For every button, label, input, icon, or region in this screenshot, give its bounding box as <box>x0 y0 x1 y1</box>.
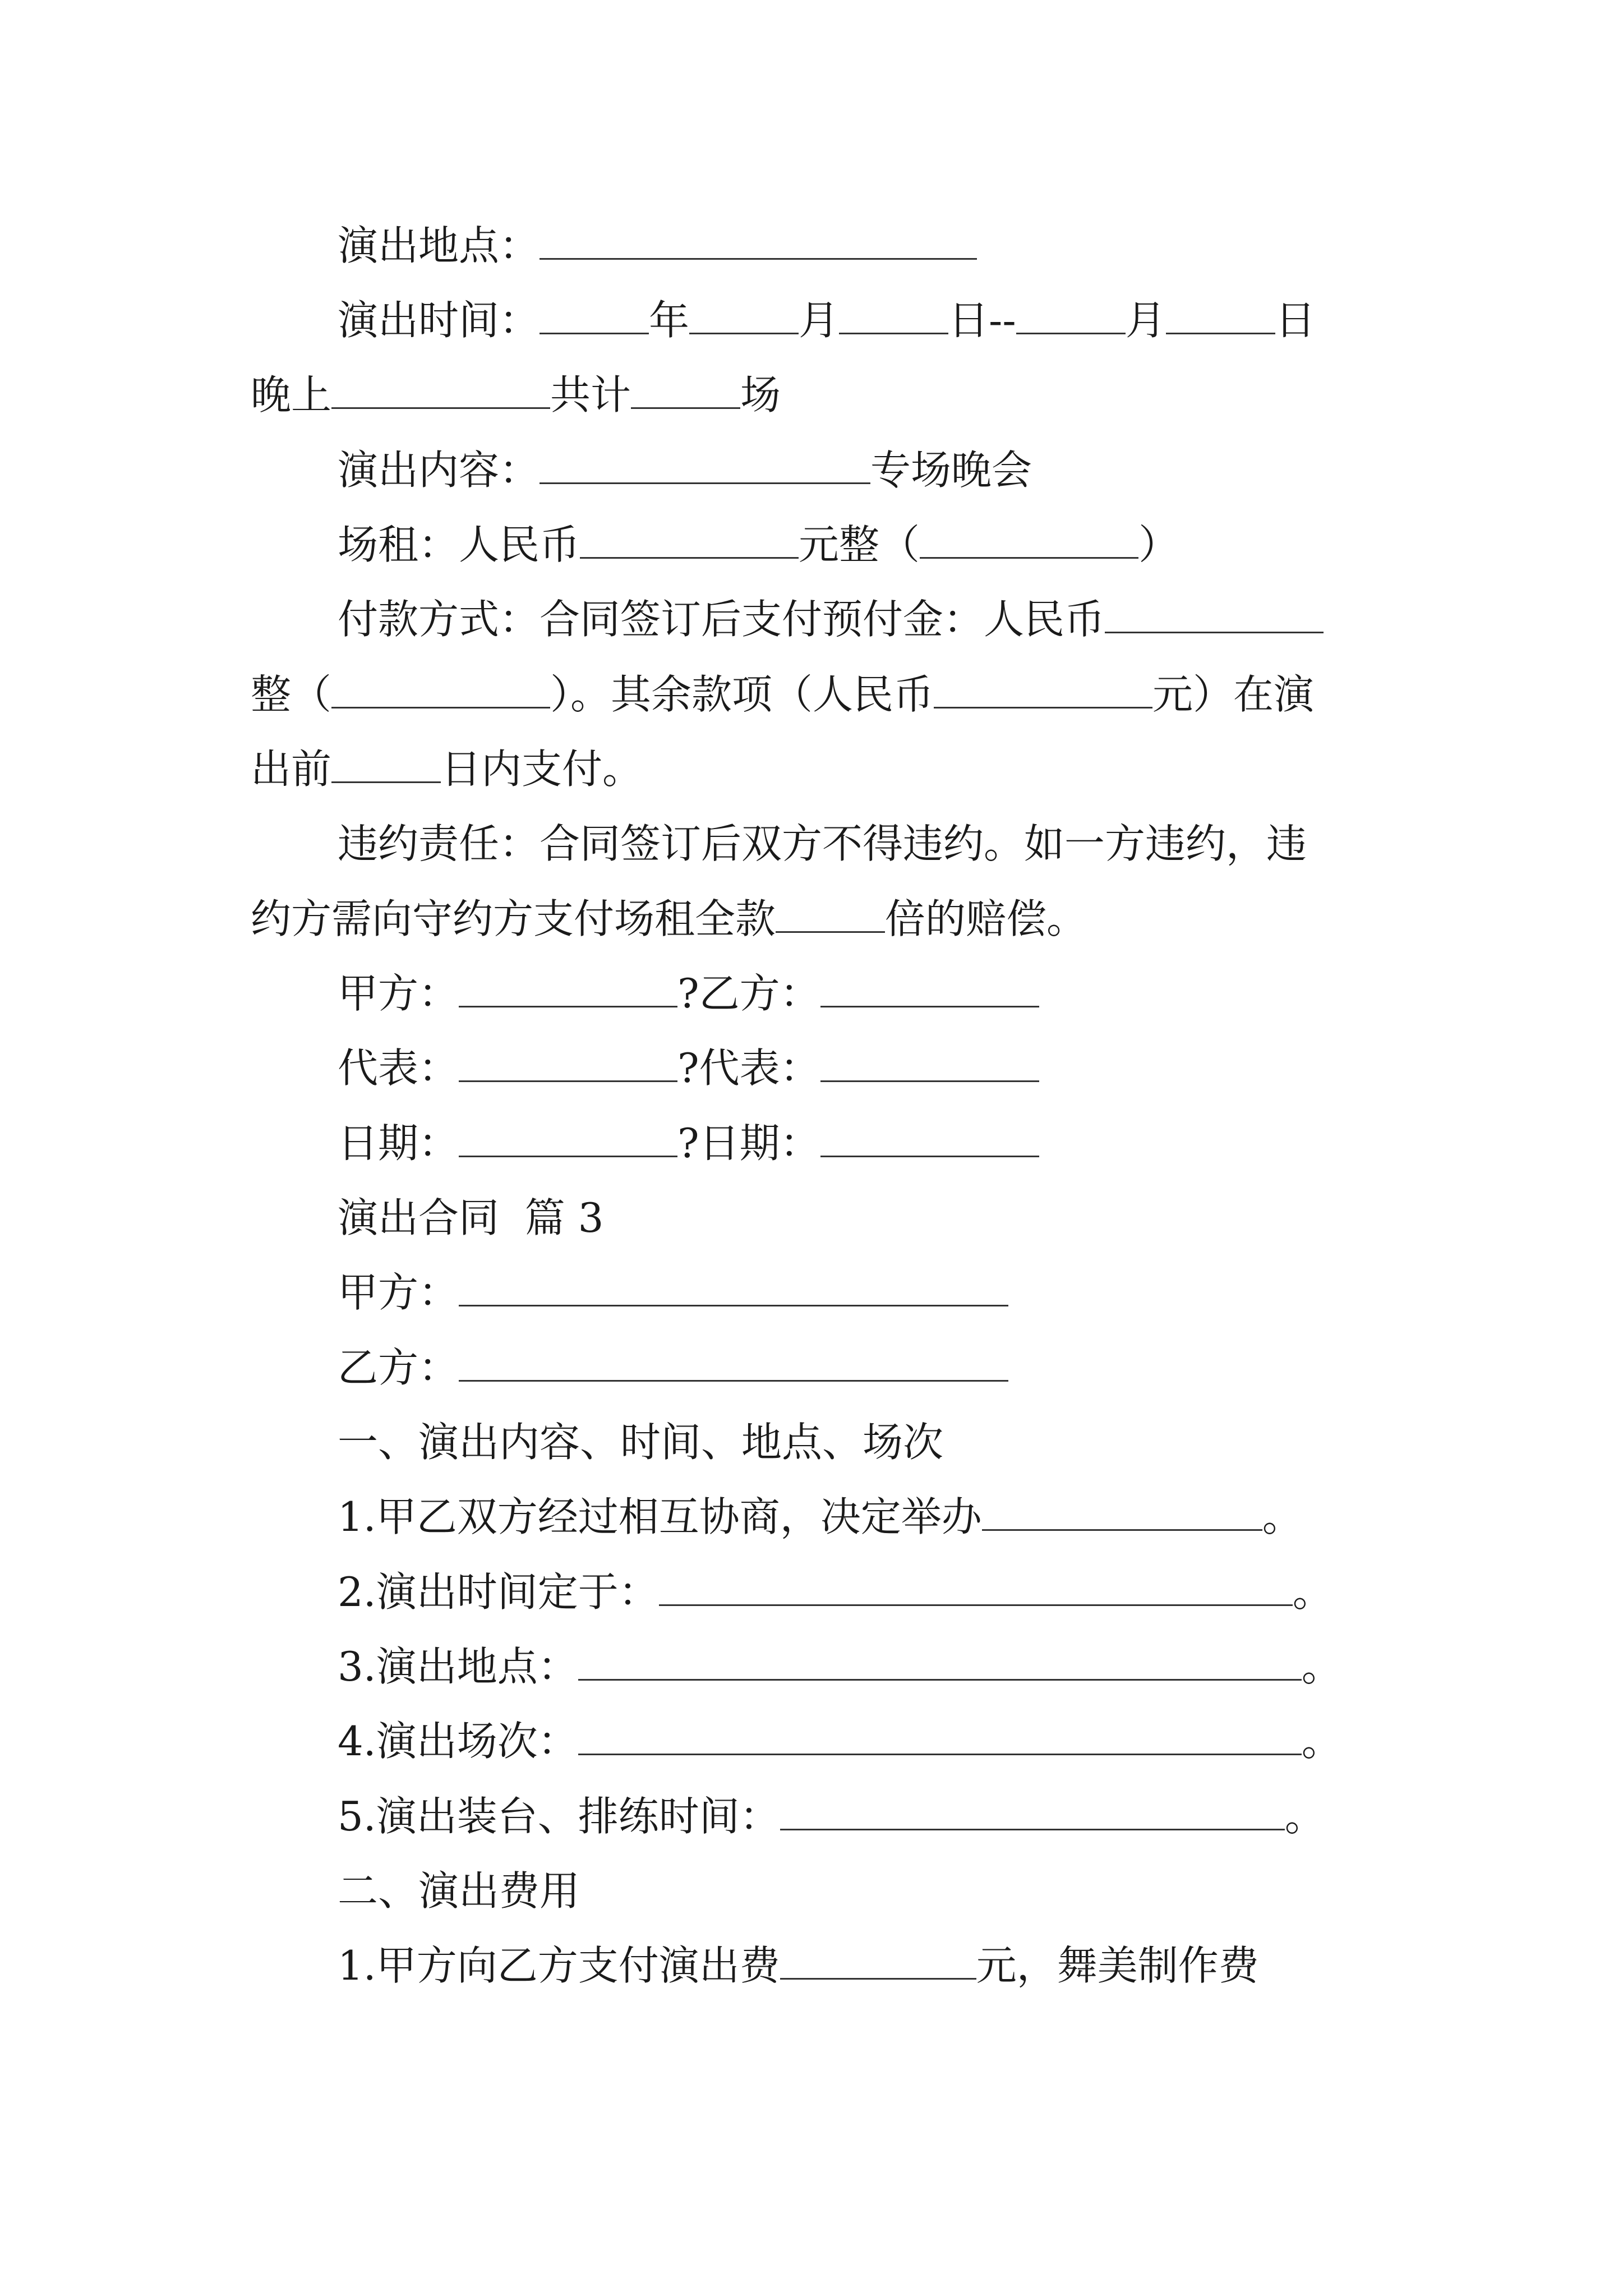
party-b-blank-2 <box>459 1345 1008 1382</box>
rep-b-blank <box>820 1046 1039 1082</box>
item-3-line <box>251 1640 1378 1694</box>
sessions-label: 场 <box>740 371 781 418</box>
balance-tail-label: 元）在演 <box>1152 671 1315 718</box>
liability-line <box>251 817 1378 871</box>
pay-within-label: 日内支付。 <box>441 746 643 793</box>
item-1-line <box>251 1490 1378 1544</box>
compensation-line <box>251 892 1378 946</box>
end-day-blank <box>1166 298 1275 334</box>
item-3-label: 3.演出地点： <box>338 1643 578 1690</box>
balance-blank <box>934 672 1152 708</box>
section-one-heading <box>251 1415 1378 1469</box>
before-label: 出前 <box>251 746 332 793</box>
zheng-label: 整（ <box>251 671 332 718</box>
content-line <box>251 443 1378 497</box>
rent-amount-blank <box>580 522 799 559</box>
fee-blank <box>780 1943 976 1980</box>
rent-words-blank <box>920 522 1138 559</box>
liability-label: 违约责任：合同签订后双方不得违约。如一方违约，违 <box>338 820 1307 867</box>
rent-label: 场租：人民币 <box>338 521 580 568</box>
parties-line <box>251 967 1378 1020</box>
party-b-line <box>251 1341 1378 1395</box>
party-a-blank-2 <box>459 1270 1008 1306</box>
venue-line <box>251 219 1378 273</box>
end-month-blank <box>1016 298 1126 334</box>
item-1-blank <box>982 1494 1262 1531</box>
item-5-period: 。 <box>1284 1793 1325 1840</box>
rent-line <box>251 518 1378 572</box>
balance-label: ）。其余款项（人民币 <box>550 671 934 718</box>
content-blank <box>540 448 870 484</box>
total-label: 共计 <box>550 371 631 418</box>
item-4-blank <box>578 1719 1302 1755</box>
due-days-blank <box>331 747 441 783</box>
gala-label: 专场晚会 <box>870 447 1032 494</box>
evening-line <box>251 368 1378 422</box>
evening-label: 晚上 <box>251 371 332 418</box>
content-label: 演出内容： <box>338 447 540 494</box>
evening-blank <box>331 372 550 409</box>
item-5-label: 5.演出装台、排练时间： <box>338 1793 780 1840</box>
party-b-blank <box>820 971 1039 1007</box>
item-5-blank <box>780 1794 1285 1830</box>
compensation-tail: 倍的赔偿。 <box>885 895 1087 942</box>
contract-title: 演出合同 篇 3 <box>338 1194 604 1241</box>
item-4-line <box>251 1714 1378 1768</box>
balance-line <box>251 668 1378 721</box>
section-one-label: 一、演出内容、时间、地点、场次 <box>338 1419 944 1466</box>
date-a-blank <box>459 1121 677 1157</box>
payment-label: 付款方式：合同签订后支付预付金：人民币 <box>338 596 1105 643</box>
party-a-label: 甲方： <box>338 970 459 1017</box>
dates-line <box>251 1116 1378 1170</box>
item-4-label: 4.演出场次： <box>338 1718 578 1765</box>
payment-line <box>251 592 1378 646</box>
fee-tail: 元，舞美制作费 <box>976 1942 1259 1989</box>
item-4-period: 。 <box>1301 1718 1342 1765</box>
prepay-words-blank <box>331 672 550 708</box>
item-3-blank <box>578 1644 1302 1681</box>
day-dash-label: 日-- <box>948 297 1016 344</box>
fee-label: 1.甲方向乙方支付演出费 <box>338 1942 780 1989</box>
party-b-label-2: 乙方： <box>338 1344 459 1391</box>
rent-yuan-label: 元整（ <box>799 521 920 568</box>
compensation-label: 约方需向守约方支付场租全款 <box>251 895 776 942</box>
end-month-label: 月 <box>1125 297 1166 344</box>
rep-a-label: 代表： <box>338 1045 459 1092</box>
item-1-period: 。 <box>1262 1493 1303 1540</box>
sessions-blank <box>631 372 740 409</box>
date-a-label: 日期： <box>338 1120 459 1167</box>
year-blank <box>540 298 649 334</box>
party-b-label: ?乙方： <box>677 970 820 1017</box>
representatives-line <box>251 1041 1378 1095</box>
item-2-line <box>251 1565 1378 1619</box>
venue-label: 演出地点： <box>338 222 540 269</box>
rep-a-blank <box>459 1046 677 1082</box>
month-label: 月 <box>799 297 840 344</box>
item-5-line <box>251 1789 1378 1843</box>
item-2-period: 。 <box>1292 1568 1333 1616</box>
end-day-label: 日 <box>1275 297 1316 344</box>
day-blank <box>839 298 948 334</box>
item-2-label: 2.演出时间定于： <box>338 1568 659 1616</box>
section-two-label: 二、演出费用 <box>338 1867 580 1915</box>
due-line <box>251 742 1378 796</box>
prepay-blank <box>1105 597 1324 633</box>
date-b-blank <box>820 1121 1039 1157</box>
fee-line <box>251 1939 1378 1993</box>
party-a-line <box>251 1266 1378 1319</box>
party-a-label-2: 甲方： <box>338 1269 459 1316</box>
venue-blank <box>540 223 977 260</box>
time-line <box>251 293 1378 347</box>
item-3-period: 。 <box>1301 1643 1342 1690</box>
time-label: 演出时间： <box>338 297 540 344</box>
item-2-blank <box>659 1570 1293 1606</box>
month-blank <box>689 298 799 334</box>
party-a-blank <box>459 971 677 1007</box>
section-two-heading <box>251 1864 1378 1918</box>
section-title <box>251 1191 1378 1245</box>
rent-close-paren: ） <box>1138 521 1179 568</box>
multiple-blank <box>776 896 885 933</box>
date-b-label: ?日期： <box>677 1120 820 1167</box>
item-1-label: 1.甲乙双方经过相互协商，决定举办 <box>338 1493 982 1540</box>
rep-b-label: ?代表： <box>677 1045 820 1092</box>
year-label: 年 <box>649 297 690 344</box>
